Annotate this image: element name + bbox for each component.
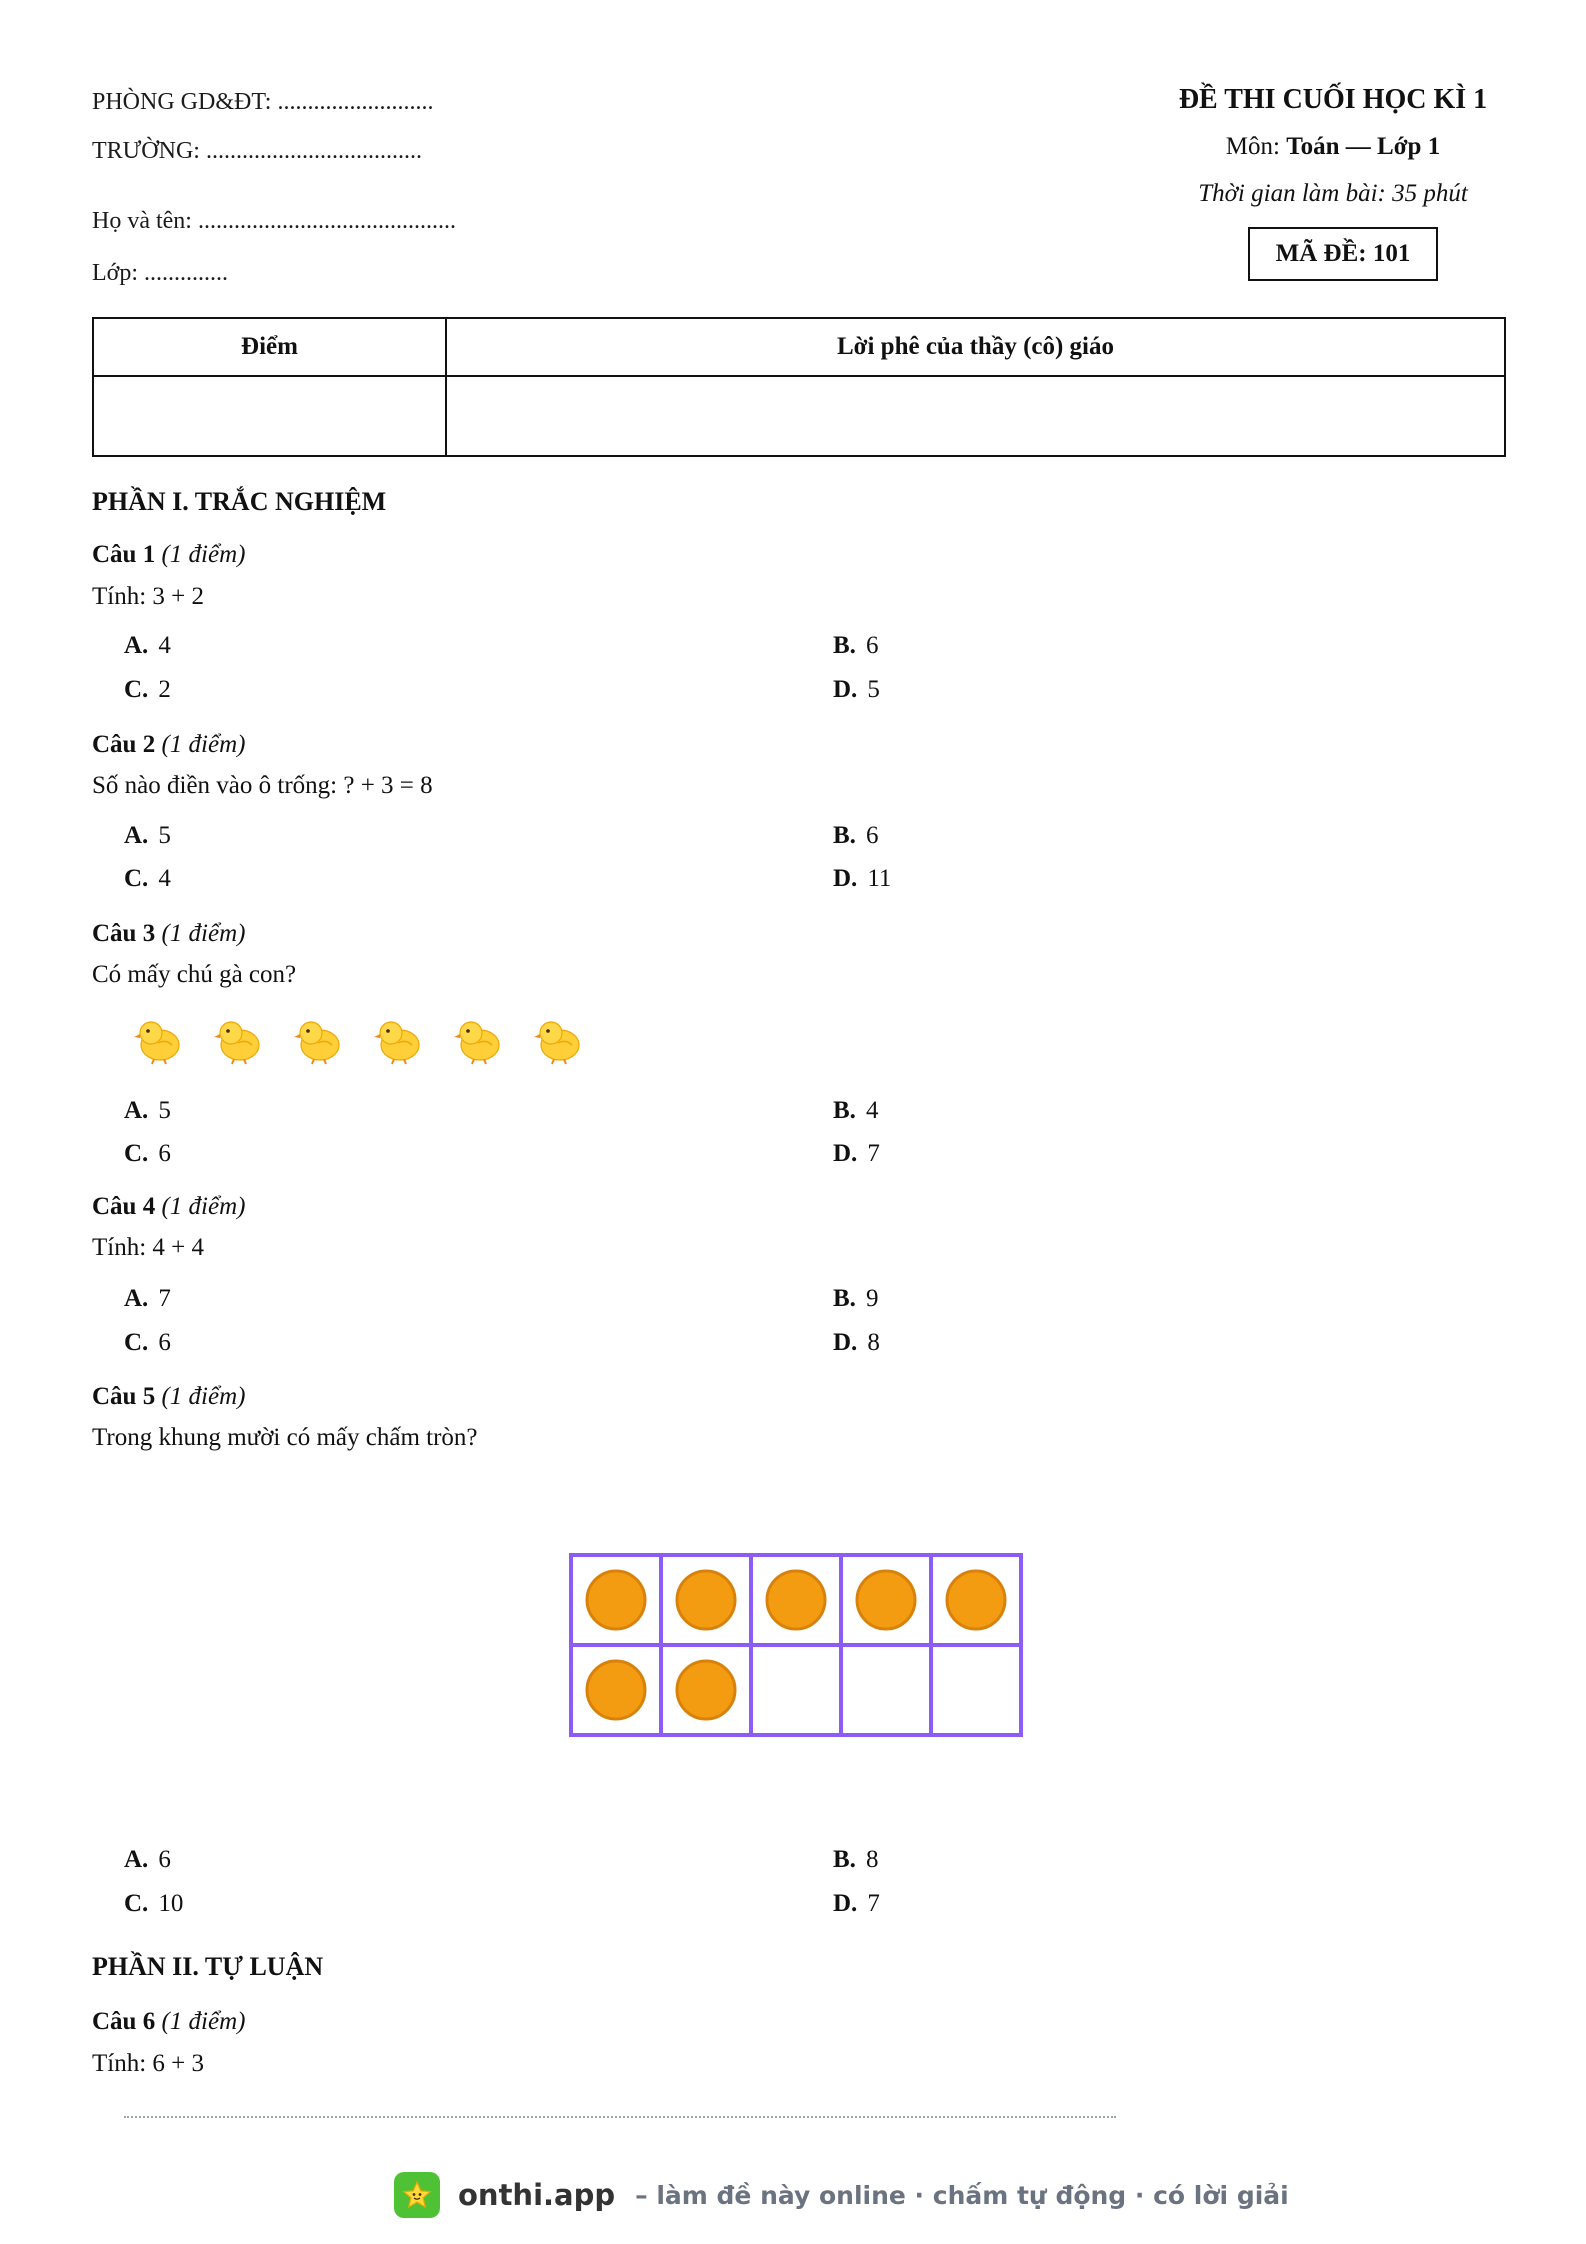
- q4-option-b[interactable]: [833, 1285, 878, 1313]
- subject-prefix: Môn:: [1225, 133, 1280, 160]
- option-letter: B.: [833, 1846, 856, 1873]
- q5-option-c[interactable]: [124, 1890, 183, 1918]
- question-label: Câu 3: [92, 920, 156, 947]
- ten-frame-cell: [751, 1645, 841, 1735]
- math-expression: 3 + 2: [152, 583, 205, 610]
- footer-banner[interactable]: [394, 2172, 1289, 2218]
- question-points: (1 điểm): [161, 2008, 246, 2035]
- q2-option-c[interactable]: [124, 865, 171, 893]
- option-letter: A.: [124, 1846, 149, 1873]
- question-6-prompt: [92, 2050, 204, 2078]
- option-letter: C.: [124, 1890, 149, 1917]
- chick-icon: [372, 1013, 425, 1066]
- option-letter: C.: [124, 1140, 149, 1167]
- option-letter: B.: [833, 1285, 856, 1312]
- q5-option-a[interactable]: [124, 1846, 171, 1874]
- option-letter: C.: [124, 865, 149, 892]
- q1-option-a[interactable]: [124, 632, 171, 660]
- ten-frame-dot: [767, 1571, 825, 1629]
- question-label: Câu 1: [92, 541, 156, 568]
- comment-header: Lời phê của thầy (cô) giáo: [446, 318, 1505, 376]
- ten-frame-dot: [857, 1571, 915, 1629]
- score-cell[interactable]: [93, 376, 446, 456]
- question-3-heading: [92, 920, 245, 948]
- option-value: 7: [867, 1890, 880, 1917]
- prompt-text: Tính:: [92, 583, 153, 610]
- option-value: 4: [865, 1097, 879, 1124]
- option-value: 6: [158, 1140, 171, 1167]
- option-value: 9: [865, 1285, 879, 1312]
- question-2-heading: [92, 731, 245, 759]
- part1-title: PHẦN I. TRẮC NGHIỆM: [92, 487, 387, 516]
- option-letter: D.: [833, 1140, 858, 1167]
- q2-option-d[interactable]: [833, 865, 891, 893]
- chick-icon: [212, 1013, 265, 1066]
- exam-code-box: MÃ ĐỀ: 101: [1248, 227, 1438, 281]
- student-name-field: Họ và tên: ...........................................: [92, 208, 456, 234]
- question-points: (1 điểm): [161, 1383, 246, 1410]
- option-value: 5: [158, 1097, 171, 1124]
- option-letter: C.: [124, 1329, 149, 1356]
- q3-option-b[interactable]: [833, 1097, 878, 1125]
- ten-frame-cell: [841, 1645, 931, 1735]
- option-letter: B.: [833, 822, 856, 849]
- option-letter: D.: [833, 865, 858, 892]
- option-letter: C.: [124, 676, 149, 703]
- prompt-text: Tính:: [92, 1234, 153, 1261]
- option-value: 4: [158, 865, 171, 892]
- brand-name: onthi.app: [458, 2178, 616, 2212]
- ten-frame-dot: [677, 1571, 735, 1629]
- ten-frame-dot: [677, 1661, 735, 1719]
- q3-option-a[interactable]: [124, 1097, 171, 1125]
- option-letter: B.: [833, 1097, 856, 1124]
- question-2-prompt: [92, 772, 433, 800]
- ten-frame-cell: [931, 1645, 1021, 1735]
- q5-option-b[interactable]: [833, 1846, 878, 1874]
- option-value: 10: [158, 1890, 184, 1917]
- question-label: Câu 4: [92, 1193, 156, 1220]
- question-5-prompt: Trong khung mười có mấy chấm tròn?: [92, 1424, 478, 1451]
- chick-icon: [132, 1013, 185, 1066]
- q3-option-c[interactable]: [124, 1140, 171, 1168]
- exam-title: ĐỀ THI CUỐI HỌC KÌ 1: [1178, 84, 1488, 115]
- question-label: Câu 6: [92, 2008, 156, 2035]
- prompt-text: Tính:: [92, 2050, 153, 2077]
- option-value: 8: [867, 1329, 880, 1356]
- q3-option-d[interactable]: [833, 1140, 880, 1168]
- question-6-heading: [92, 2008, 245, 2036]
- chick-icon: [452, 1013, 505, 1066]
- question-3-prompt: Có mấy chú gà con?: [92, 961, 297, 988]
- question-points: (1 điểm): [161, 541, 246, 568]
- option-value: 2: [158, 676, 171, 703]
- math-expression: 6 + 3: [152, 2050, 205, 2077]
- class-field: Lớp: ..............: [92, 260, 229, 286]
- exam-header: [1160, 84, 1506, 116]
- question-5-heading: [92, 1383, 245, 1411]
- chick-icon: [292, 1013, 345, 1066]
- question-label: Câu 5: [92, 1383, 156, 1410]
- answer-line[interactable]: [124, 2116, 1116, 2118]
- option-value: 8: [865, 1846, 879, 1873]
- question-points: (1 điểm): [161, 731, 246, 758]
- option-value: 4: [158, 632, 171, 659]
- option-letter: A.: [124, 1097, 149, 1124]
- q4-option-a[interactable]: [124, 1285, 171, 1313]
- q2-option-a[interactable]: [124, 822, 171, 850]
- q4-option-c[interactable]: [124, 1329, 171, 1357]
- question-1-prompt: [92, 583, 204, 611]
- comment-cell[interactable]: [446, 376, 1505, 456]
- q1-option-c[interactable]: [124, 676, 171, 704]
- math-expression: 4 + 4: [152, 1234, 205, 1261]
- score-header: Điểm: [93, 318, 446, 376]
- chick-icon: [532, 1013, 585, 1066]
- option-letter: D.: [833, 1329, 858, 1356]
- question-label: Câu 2: [92, 731, 156, 758]
- option-letter: A.: [124, 1285, 149, 1312]
- option-letter: D.: [833, 676, 858, 703]
- question-4-heading: [92, 1193, 245, 1221]
- subject-name: Toán — Lớp 1: [1286, 133, 1441, 160]
- option-value: 7: [867, 1140, 880, 1167]
- option-letter: B.: [833, 632, 856, 659]
- option-value: 6: [158, 1846, 171, 1873]
- math-expression: ? + 3 = 8: [343, 772, 433, 799]
- option-value: 11: [867, 865, 892, 892]
- footer-tagline: – làm đề này online · chấm tự động · có lời giải: [635, 2180, 1289, 2210]
- q4-option-d[interactable]: [833, 1329, 880, 1357]
- option-value: 6: [865, 632, 879, 659]
- chick-illustration: [132, 1013, 585, 1066]
- option-value: 5: [867, 676, 880, 703]
- option-letter: A.: [124, 632, 149, 659]
- q2-option-b[interactable]: [833, 822, 878, 850]
- question-points: (1 điểm): [161, 1193, 246, 1220]
- option-value: 6: [865, 822, 879, 849]
- ten-frame-dot: [587, 1571, 645, 1629]
- q5-option-d[interactable]: [833, 1890, 880, 1918]
- question-1-heading: [92, 541, 245, 569]
- subject-line: [1160, 133, 1506, 161]
- department-field: PHÒNG GD&ĐT: ..........................: [92, 89, 434, 115]
- score-table: [92, 317, 1506, 457]
- q1-option-b[interactable]: [833, 632, 878, 660]
- ten-frame: [568, 1552, 1028, 1742]
- part2-title: PHẦN II. TỰ LUẬN: [92, 1952, 324, 1981]
- option-value: 7: [158, 1285, 171, 1312]
- question-4-prompt: [92, 1234, 204, 1262]
- option-value: 5: [158, 822, 171, 849]
- option-letter: D.: [833, 1890, 858, 1917]
- ten-frame-dot: [947, 1571, 1005, 1629]
- prompt-text: Số nào điền vào ô trống:: [92, 772, 344, 799]
- time-limit: Thời gian làm bài: 35 phút: [1198, 180, 1468, 207]
- star-icon: [401, 2179, 433, 2211]
- school-field: TRƯỜNG: ....................................: [92, 138, 422, 164]
- option-letter: A.: [124, 822, 149, 849]
- logo: [394, 2172, 440, 2218]
- q1-option-d[interactable]: [833, 676, 880, 704]
- question-points: (1 điểm): [161, 920, 246, 947]
- ten-frame-dot: [587, 1661, 645, 1719]
- option-value: 6: [158, 1329, 171, 1356]
